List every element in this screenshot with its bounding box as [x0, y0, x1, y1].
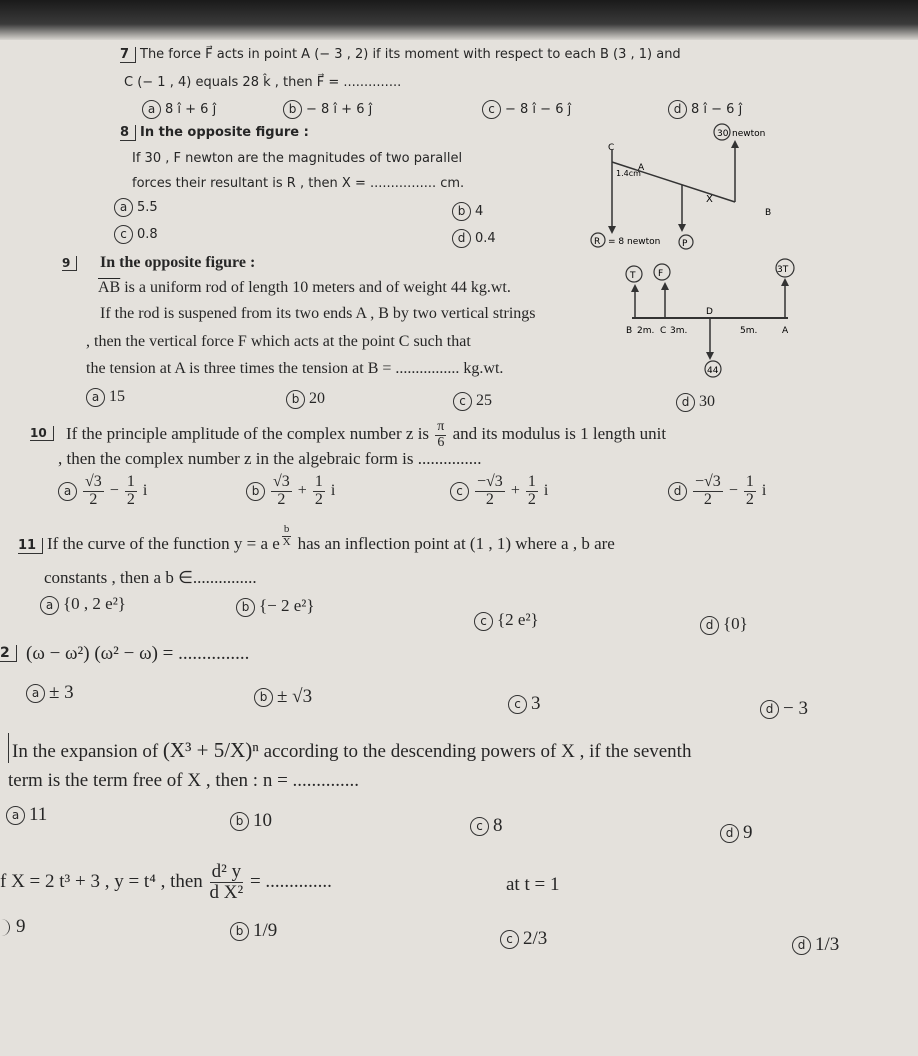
- q8-x-label: X: [706, 194, 713, 205]
- question-7-line-1: The force F⃗ acts in point A (− 3 , 2) if its moment with respect to each B (3 , 1) and: [140, 47, 681, 62]
- q14-option-b[interactable]: [230, 920, 277, 942]
- q8-option-d[interactable]: [452, 229, 496, 248]
- q9-dist-1: 2m.: [637, 326, 655, 336]
- q9-option-c[interactable]: [453, 392, 492, 411]
- question-9-line-3: If the rod is suspened from its two ends A , B by two vertical strings: [100, 305, 536, 322]
- q13-option-b-text: 10: [253, 810, 272, 831]
- q12-option-b[interactable]: [254, 686, 312, 708]
- option-b-marker: b: [236, 598, 255, 617]
- q14-option-c-text: 2/3: [523, 928, 548, 949]
- q10-option-d[interactable]: d $\frac{-√3}{2}$ − $\frac{1}{2}$ i: [668, 474, 766, 509]
- option-a-marker: a: [86, 388, 105, 407]
- q12-option-a-text: ± 3: [49, 682, 74, 703]
- option-c-marker: c: [474, 612, 493, 631]
- q10-option-b[interactable]: b $\frac{√3}{2}$ + $\frac{1}{2}$ i: [246, 474, 335, 509]
- q11-line-1b: has an inflection point at (1 , 1) where a , b are: [297, 534, 615, 553]
- q8-distance: 1.4cm: [616, 169, 641, 178]
- option-d-marker: d: [720, 824, 739, 843]
- option-d-marker: d: [676, 393, 695, 412]
- q8-p-label: P: [682, 239, 688, 249]
- option-a-marker: a: [40, 596, 59, 615]
- question-11-line-1: [47, 523, 615, 554]
- q8-option-b-text: 4: [475, 204, 484, 219]
- q14-derivative-denominator: d X²: [209, 881, 244, 903]
- question-12-line-1: (ω − ω²) (ω² − ω) = ...............: [26, 643, 250, 664]
- q9-option-b[interactable]: [286, 390, 325, 409]
- q7-option-d-text: 8 î − 6 ĵ: [691, 102, 743, 117]
- q8-option-c-text: 0.8: [137, 227, 158, 242]
- q11-line-1a: If the curve of the function y = a e: [47, 534, 280, 553]
- q14-condition: at t = 1: [506, 874, 560, 895]
- option-a-marker: a: [6, 806, 25, 825]
- q14-option-a[interactable]: [0, 916, 26, 938]
- q13-option-d[interactable]: [720, 822, 753, 844]
- q12-option-b-text: ± √3: [277, 686, 313, 707]
- option-c-marker: c: [453, 392, 472, 411]
- q8-figure: [560, 122, 790, 252]
- q13-option-a[interactable]: [6, 804, 47, 826]
- q9-dist-2: 3m.: [670, 326, 688, 336]
- q14-line-1b: = ..............: [249, 870, 332, 892]
- option-c-marker: c: [450, 482, 469, 501]
- q7-option-b-text: − 8 î + 6 ĵ: [306, 102, 373, 117]
- q8-option-a-text: 5.5: [137, 200, 158, 215]
- question-12-number: 2: [0, 645, 17, 662]
- q11-exp-numerator: b: [283, 523, 290, 535]
- question-10-line-1: [66, 420, 666, 450]
- option-b-marker: b: [230, 812, 249, 831]
- q11-option-b[interactable]: [236, 596, 315, 617]
- question-9-line-4: , then the vertical force F which acts at the point C such that: [86, 333, 471, 350]
- question-8-line-3: forces their resultant is R , then X = ................ cm.: [132, 176, 465, 191]
- q12-option-d-text: − 3: [783, 698, 808, 719]
- q14-option-a-text: 9: [16, 916, 26, 937]
- q12-option-d[interactable]: [760, 698, 808, 720]
- q14-option-d-text: 1/3: [815, 934, 840, 955]
- q8-r-label: R: [594, 237, 601, 247]
- q7-option-a[interactable]: [142, 100, 216, 119]
- q9-option-d-text: 30: [699, 393, 715, 411]
- q8-rod: [612, 162, 735, 202]
- q9-option-a-text: 15: [109, 388, 125, 406]
- option-b-marker: b: [283, 100, 302, 119]
- q11-option-a-text: {0 , 2 e²}: [63, 594, 126, 613]
- question-13-line-2: term is the term free of X , then : n = ..............: [8, 770, 360, 791]
- q8-point-c: C: [608, 143, 615, 153]
- q13-expression: (X³ + 5/X)ⁿ: [162, 738, 259, 762]
- option-b-marker: b: [452, 202, 471, 221]
- q13-option-a-text: 11: [29, 804, 48, 825]
- q14-option-c[interactable]: [500, 928, 547, 950]
- option-c-marker: c: [482, 100, 501, 119]
- q9-figure: [610, 256, 820, 386]
- q14-line-1a: f X = 2 t³ + 3 , y = t⁴ , then: [0, 870, 203, 892]
- question-13-marker: [8, 733, 9, 763]
- option-d-marker: d: [452, 229, 471, 248]
- q12-option-c[interactable]: [508, 693, 541, 715]
- option-a-marker: a: [114, 198, 133, 217]
- q8-force-F-arrow: [608, 226, 616, 234]
- question-8-line-2: If 30 , F newton are the magnitudes of two parallel: [132, 151, 463, 166]
- q11-option-a[interactable]: [40, 594, 126, 615]
- q13-option-c[interactable]: [470, 815, 503, 837]
- option-d-marker: d: [700, 616, 719, 635]
- option-d-marker: d: [760, 700, 779, 719]
- option-a-marker: a: [142, 100, 161, 119]
- q14-option-d[interactable]: [792, 934, 839, 956]
- question-8-number: 8: [120, 125, 136, 141]
- q8-option-a[interactable]: [114, 198, 158, 217]
- question-8-line-1: In the opposite figure :: [140, 125, 309, 140]
- option-b-marker: b: [286, 390, 305, 409]
- q13-option-b[interactable]: [230, 810, 272, 832]
- option-d-marker: d: [668, 100, 687, 119]
- q10-line-1a: If the principle amplitude of the complex number z is: [66, 424, 430, 444]
- question-7-line-2: C (− 1 , 4) equals 28 k̂ , then F⃗ = ..............: [124, 75, 402, 90]
- q14-option-b-text: 1/9: [253, 920, 278, 941]
- option-b-marker: b: [230, 922, 249, 941]
- q9-weight: 44: [707, 366, 719, 376]
- q9-3t-label: 3T: [777, 265, 789, 275]
- q10-option-c[interactable]: c $\frac{-√3}{2}$ + $\frac{1}{2}$ i: [450, 474, 548, 509]
- option-a-marker: a: [58, 482, 77, 501]
- q7-option-c-text: − 8 î − 6 ĵ: [505, 102, 572, 117]
- q9-line-2-rest: is a uniform rod of length 10 meters and of weight 44 kg.wt.: [120, 279, 511, 296]
- q11-option-b-text: {− 2 e²}: [259, 596, 315, 615]
- q9-option-b-text: 20: [309, 390, 325, 408]
- q11-option-c-text: {2 e²}: [497, 610, 539, 629]
- q7-option-d[interactable]: [668, 100, 742, 119]
- option-c-marker: c: [470, 817, 489, 836]
- q10-line-1b: and its modulus is 1 length unit: [452, 424, 667, 444]
- question-9-number: 9: [62, 256, 77, 271]
- q9-option-a[interactable]: [86, 388, 125, 407]
- q8-option-c[interactable]: [114, 225, 158, 244]
- q10-arg-denominator: 6: [437, 434, 445, 450]
- q9-option-c-text: 25: [476, 392, 492, 410]
- option-c-marker: c: [500, 930, 519, 949]
- q8-r-text: = 8 newton: [608, 237, 661, 247]
- q8-point-b: B: [765, 208, 772, 218]
- question-13-line-1: [12, 738, 691, 763]
- q11-option-c[interactable]: [474, 610, 539, 631]
- q13-option-c-text: 8: [493, 815, 503, 836]
- q7-option-c[interactable]: [482, 100, 571, 119]
- question-9-line-2: [98, 279, 511, 297]
- q8-option-b[interactable]: [452, 202, 483, 221]
- q8-point-a: A: [638, 163, 645, 173]
- question-9-line-5: the tension at A is three times the tension at B = ................ kg.wt.: [86, 360, 504, 377]
- q13-line-1a: In the expansion of: [12, 741, 159, 762]
- q9-point-d: D: [706, 307, 713, 317]
- q13-option-d-text: 9: [743, 822, 753, 843]
- q11-option-d-text: {0}: [723, 614, 748, 633]
- q7-option-b[interactable]: [283, 100, 372, 119]
- photo-dark-edge: [0, 0, 918, 40]
- option-b-marker: b: [246, 482, 265, 501]
- q11-option-d[interactable]: [700, 614, 748, 635]
- question-7-number: 7: [120, 47, 136, 63]
- question-11-number: 11: [18, 538, 43, 554]
- question-10-number: 10: [30, 426, 54, 441]
- q9-point-b: B: [626, 326, 633, 336]
- q9-f-label: F: [658, 269, 664, 279]
- q9-point-a: A: [782, 326, 789, 336]
- option-a-marker: [0, 919, 10, 936]
- q8-option-d-text: 0.4: [475, 231, 496, 246]
- q12-option-c-text: 3: [531, 693, 541, 714]
- q7-option-a-text: 8 î + 6 ĵ: [165, 102, 217, 117]
- q9-ab-label: $\overline{AB}$: [98, 279, 121, 296]
- q12-option-a[interactable]: [26, 682, 74, 704]
- option-c-marker: c: [114, 225, 133, 244]
- q9-point-c: C: [660, 326, 667, 336]
- q8-top-force-unit: newton: [732, 129, 766, 139]
- q9-t-label: T: [630, 271, 636, 281]
- question-11-line-2: constants , then a b ∈...............: [44, 568, 257, 587]
- q8-force-30-arrow: [731, 140, 739, 148]
- question-14-line-1: [0, 862, 332, 903]
- q13-line-1b: according to the descending powers of X , if the seventh: [263, 741, 692, 762]
- q9-dist-3: 5m.: [740, 326, 758, 336]
- q11-exp-denominator: X: [282, 535, 291, 548]
- q9-option-d[interactable]: [676, 393, 715, 412]
- option-d-marker: d: [792, 936, 811, 955]
- q10-option-a[interactable]: a $\frac{√3}{2}$ − $\frac{1}{2}$ i: [58, 474, 147, 509]
- question-9-line-1: In the opposite figure :: [100, 254, 256, 271]
- question-10-line-2: , then the complex number z in the algebraic form is ...............: [58, 449, 482, 468]
- q14-derivative-numerator: d² y: [210, 862, 244, 883]
- option-d-marker: d: [668, 482, 687, 501]
- q10-arg-numerator: π: [437, 419, 445, 434]
- q8-top-force-value: 30: [717, 129, 729, 139]
- option-b-marker: b: [254, 688, 273, 707]
- q8-resultant-arrow: [678, 224, 686, 232]
- option-c-marker: c: [508, 695, 527, 714]
- option-a-marker: a: [26, 684, 45, 703]
